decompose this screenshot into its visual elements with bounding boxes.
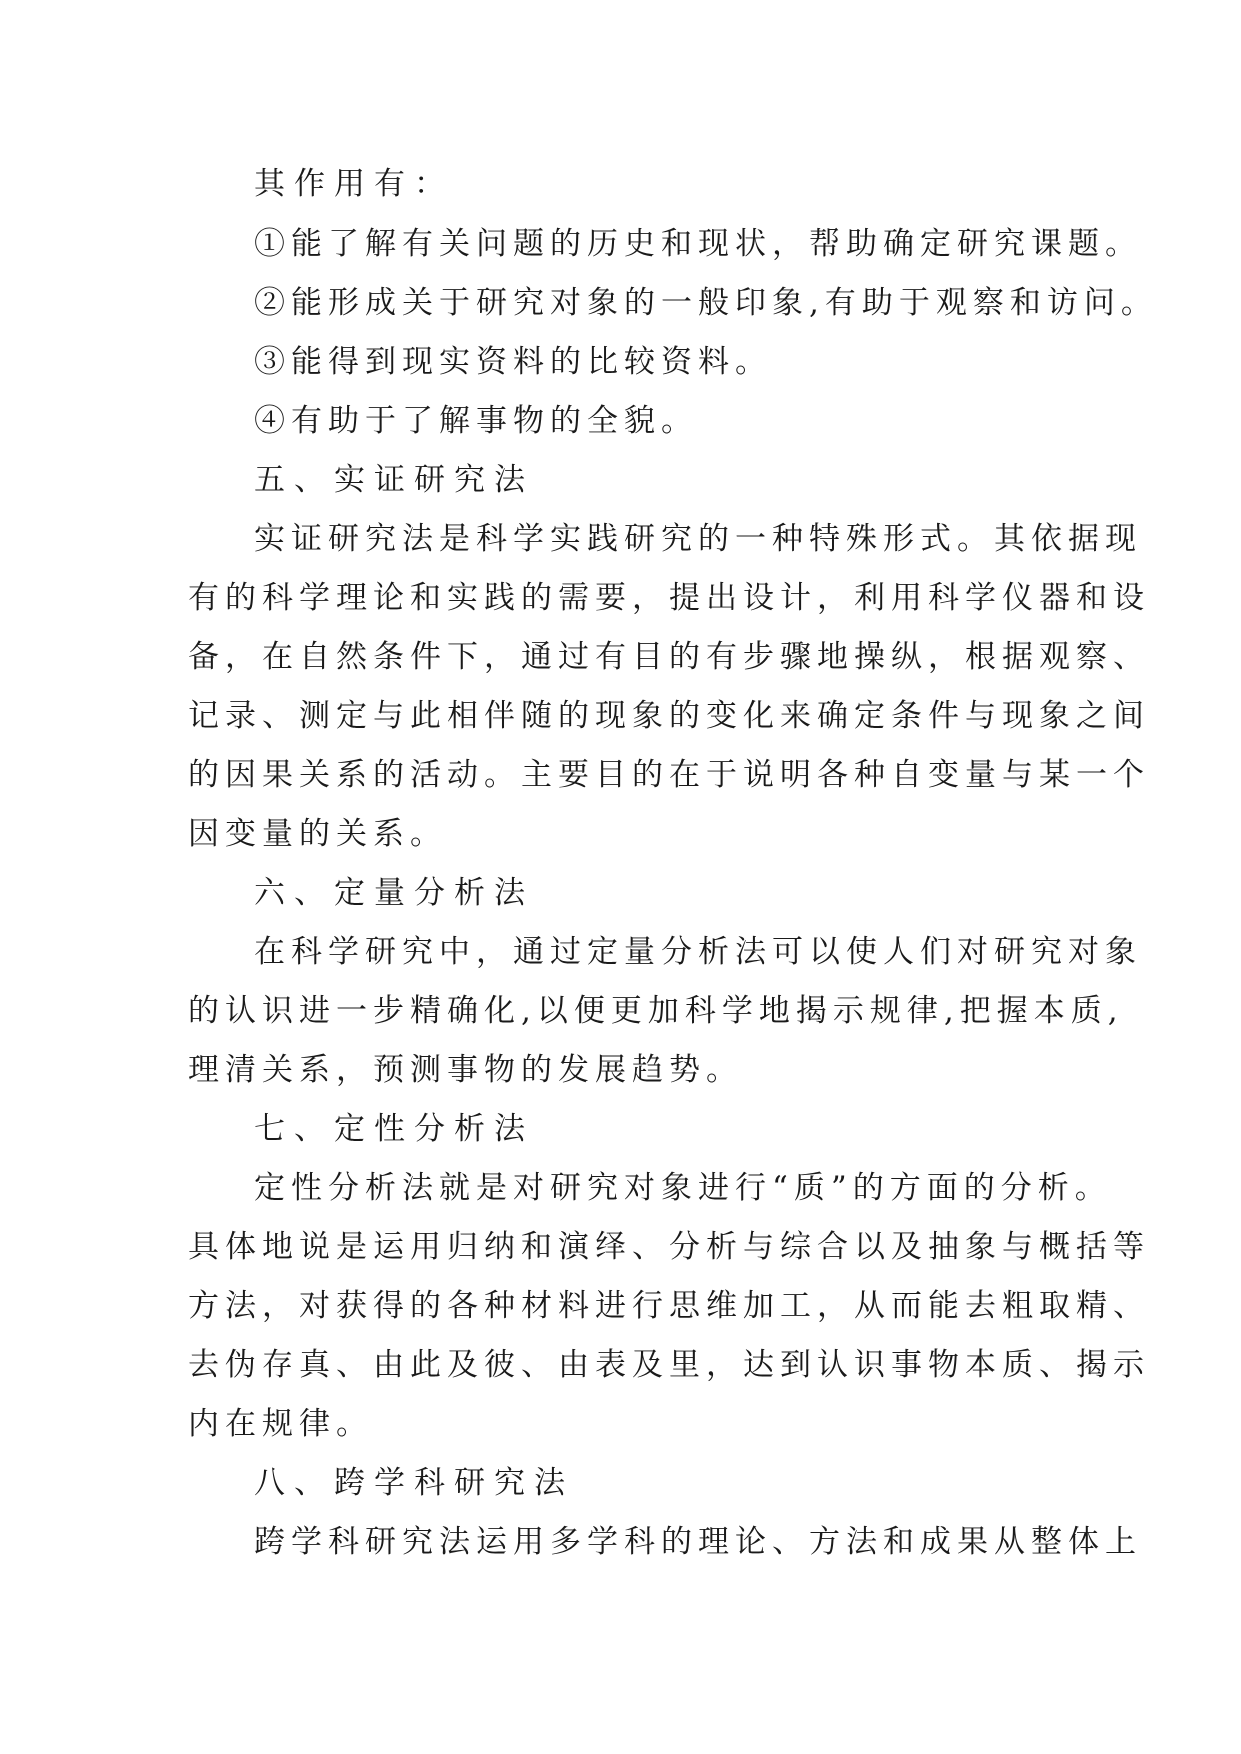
- section-heading-6: 六、定量分析法: [254, 875, 534, 911]
- list-item-1: ①能了解有关问题的历史和现状，帮助确定研究课题。: [254, 226, 1142, 262]
- paragraph-line: 定性分析法就是对研究对象进行“质”的方面的分析。: [254, 1170, 1112, 1206]
- paragraph-line: 备，在自然条件下，通过有目的有步骤地操纵，根据观察、: [188, 639, 1150, 675]
- paragraph-line: 在科学研究中，通过定量分析法可以使人们对研究对象: [254, 934, 1142, 970]
- paragraph-line: 的认识进一步精确化,以便更加科学地揭示规律,把握本质,: [188, 993, 1124, 1029]
- list-item-3: ③能得到现实资料的比较资料。: [254, 344, 772, 380]
- paragraph-line: 的因果关系的活动。主要目的在于说明各种自变量与某一个: [188, 757, 1150, 793]
- paragraph-line: 记录、测定与此相伴随的现象的变化来确定条件与现象之间: [188, 698, 1150, 734]
- section-heading-8: 八、跨学科研究法: [254, 1465, 574, 1501]
- section-heading-5: 五、实证研究法: [254, 462, 534, 498]
- paragraph-line: 去伪存真、由此及彼、由表及里，达到认识事物本质、揭示: [188, 1347, 1150, 1383]
- paragraph-line: 其作用有：: [254, 166, 454, 202]
- section-heading-7: 七、定性分析法: [254, 1111, 534, 1147]
- paragraph-line: 内在规律。: [188, 1406, 373, 1442]
- paragraph-line: 跨学科研究法运用多学科的理论、方法和成果从整体上: [254, 1524, 1142, 1560]
- paragraph-line: 理清关系，预测事物的发展趋势。: [188, 1052, 743, 1088]
- paragraph-line: 因变量的关系。: [188, 816, 447, 852]
- list-item-4: ④有助于了解事物的全貌。: [254, 403, 698, 439]
- paragraph-line: 有的科学理论和实践的需要，提出设计，利用科学仪器和设: [188, 580, 1150, 616]
- paragraph-line: 具体地说是运用归纳和演绎、分析与综合以及抽象与概括等: [188, 1229, 1150, 1265]
- list-item-2: ②能形成关于研究对象的一般印象,有助于观察和访问。: [254, 285, 1158, 321]
- paragraph-line: 实证研究法是科学实践研究的一种特殊形式。其依据现: [254, 521, 1142, 557]
- paragraph-line: 方法，对获得的各种材料进行思维加工，从而能去粗取精、: [188, 1288, 1150, 1324]
